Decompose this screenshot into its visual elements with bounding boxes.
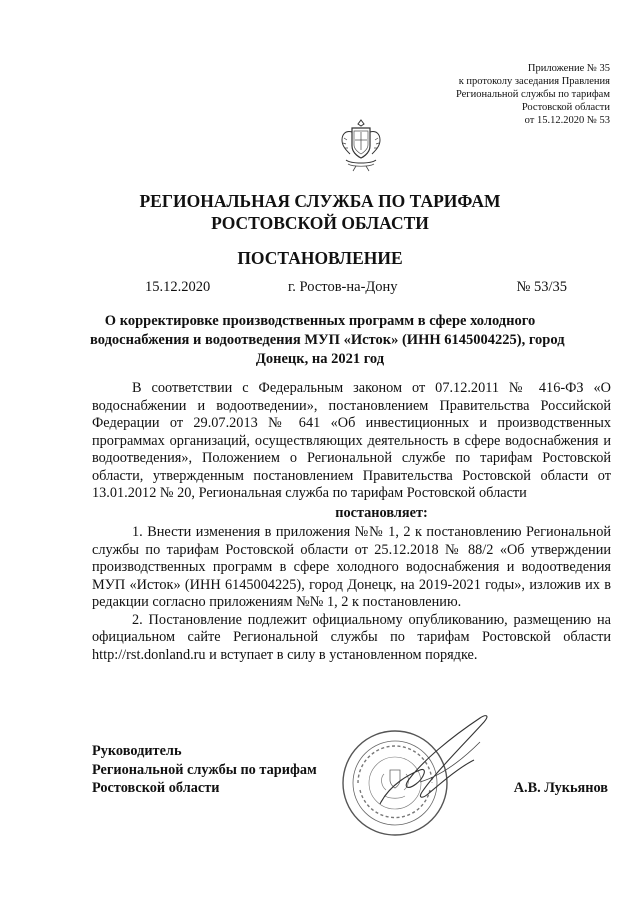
annex-note	[370, 62, 610, 127]
document-number: № 53/35	[516, 279, 567, 295]
signer-title-line-2: Региональной службы по тарифам	[92, 761, 317, 778]
signer-title-line-3: Ростовской области	[92, 780, 220, 796]
annex-line-2: к протоколу заседания Правления	[458, 76, 610, 87]
signer-title-line-1: Руководитель	[92, 743, 182, 759]
document-body	[92, 380, 611, 664]
item-1-paragraph: 1. Внести изменения в приложения №№ 1, 2 к постановлению Региональной службы по тарифам Ростовской области от 25.12.2018 № 88/2 «Об утверждении производственных программ в сфере холодного водоснабжения и водоотведения МУП «Исток» (ИНН 6145004225), город Донецк, на 2019-2021 годы», изложив их в редакции согласно приложениям №№ 1, 2 к постановлению.	[92, 524, 611, 610]
handwritten-signature	[360, 712, 520, 822]
document-type: ПОСТАНОВЛЕНИЕ	[237, 248, 403, 268]
annex-line-4: Ростовской области	[521, 102, 610, 113]
subject-line-2: водоснабжения и водоотведения МУП «Исток» (ИНН 6145004225), город	[90, 332, 565, 348]
document-date: 15.12.2020	[145, 279, 211, 295]
annex-line-1: Приложение № 35	[527, 63, 610, 74]
document-subject	[90, 312, 565, 369]
subject-line-1: О корректировке производственных программ в сфере холодного	[104, 313, 536, 329]
document-meta	[0, 278, 640, 298]
signer-title	[92, 742, 317, 798]
coat-of-arms-icon	[338, 116, 384, 174]
organization-line-1: РЕГИОНАЛЬНАЯ СЛУЖБА ПО ТАРИФАМ	[139, 191, 501, 211]
organization-name	[80, 190, 560, 234]
annex-line-3: Региональной службы по тарифам	[455, 89, 610, 100]
subject-line-3: Донецк, на 2021 год	[255, 351, 385, 367]
item-2-paragraph: 2. Постановление подлежит официальному опубликованию, размещению на официальном сайте Региональной службы по тарифам Ростовской области http://rst.donland.ru и вступает в силу в установленном порядке.	[92, 611, 611, 663]
document-city: г. Ростов-на-Дону	[288, 279, 398, 295]
annex-line-5: от 15.12.2020 № 53	[524, 115, 610, 126]
signer-name: А.В. Лукьянов	[513, 780, 608, 796]
resolves-heading: постановляет:	[335, 504, 428, 521]
organization-line-2: РОСТОВСКОЙ ОБЛАСТИ	[211, 213, 429, 233]
preamble-paragraph: В соответствии с Федеральным законом от 07.12.2011 № 416-ФЗ «О водоснабжении и водоотведении», постановлением Правительства Российской Федерации от 29.07.2013 № 641 «Об инвестиционных и производственных программах организаций, осуществляющих деятельность в сфере водоснабжения и водоотведения», Положением о Региональной службе по тарифам Ростовской области, утвержденным постановлением Правительства Ростовской области от 13.01.2012 № 20, Региональная служба по тарифам Ростовской области	[92, 380, 611, 501]
